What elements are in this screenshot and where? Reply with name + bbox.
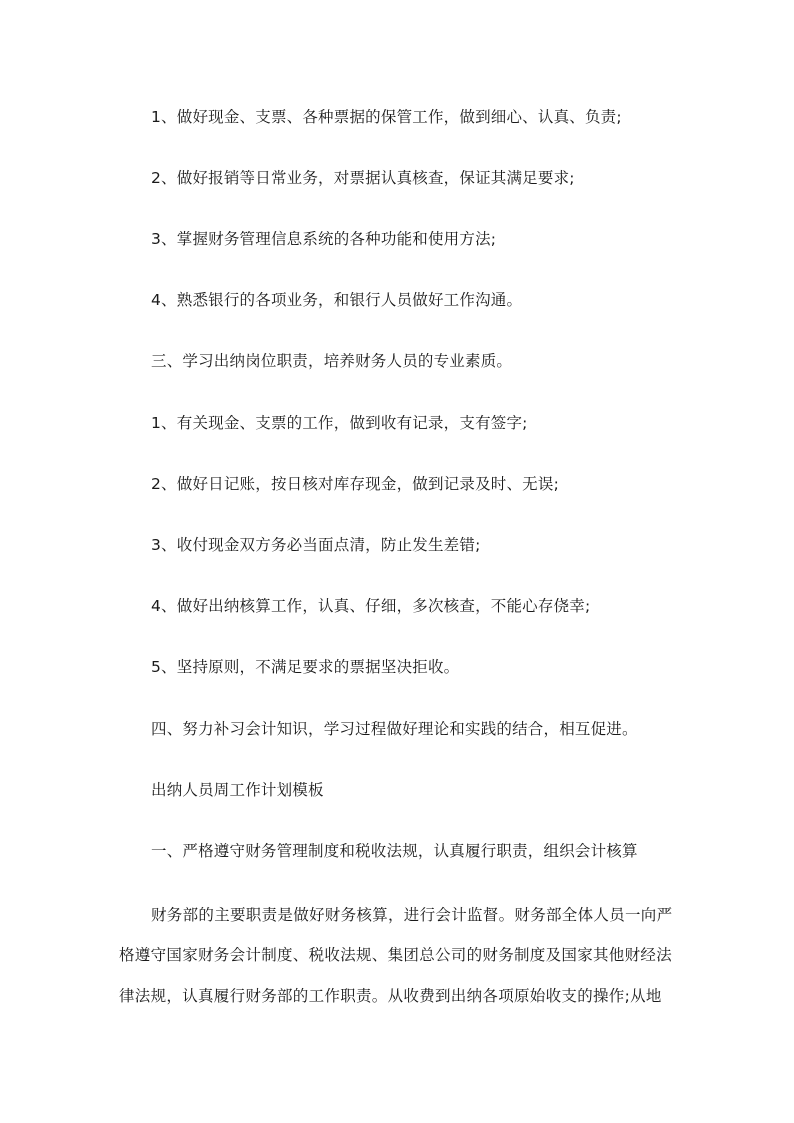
- section-heading-4: 四、努力补习会计知识，学习过程做好理论和实践的结合，相互促进。: [151, 720, 638, 738]
- section-title: 出纳人员周工作计划模板: [151, 781, 324, 799]
- text-line-5: 1、有关现金、支票的工作，做到收有记录，支有签字;: [151, 414, 528, 432]
- text-line-7: 3、收付现金双方务必当面点清，防止发生差错;: [151, 536, 481, 554]
- text-line-8: 4、做好出纳核算工作，认真、仔细，多次核查，不能心存侥幸;: [151, 597, 591, 615]
- text-line-2: 2、做好报销等日常业务，对票据认真核查，保证其满足要求;: [151, 169, 575, 187]
- text-line-1: 1、做好现金、支票、各种票据的保管工作，做到细心、认真、负责;: [151, 108, 622, 126]
- paragraph-line-2: 格遵守国家财务会计制度、税收法规、集团总公司的财务制度及国家其他财经法: [119, 946, 673, 964]
- text-line-3: 3、掌握财务管理信息系统的各种功能和使用方法;: [151, 230, 497, 248]
- text-line-9: 5、坚持原则，不满足要求的票据坚决拒收。: [151, 658, 460, 676]
- section-heading-1: 一、严格遵守财务管理制度和税收法规，认真履行职责，组织会计核算: [151, 842, 638, 860]
- paragraph-line-1: 财务部的主要职责是做好财务核算，进行会计监督。财务部全体人员一向严: [151, 906, 673, 924]
- text-line-6: 2、做好日记账，按日核对库存现金，做到记录及时、无误;: [151, 475, 559, 493]
- paragraph-line-3: 律法规，认真履行财务部的工作职责。从收费到出纳各项原始收支的操作;从地: [119, 987, 662, 1005]
- section-heading-3: 三、学习出纳岗位职责，培养财务人员的专业素质。: [151, 352, 513, 370]
- text-line-4: 4、熟悉银行的各项业务，和银行人员做好工作沟通。: [151, 291, 523, 309]
